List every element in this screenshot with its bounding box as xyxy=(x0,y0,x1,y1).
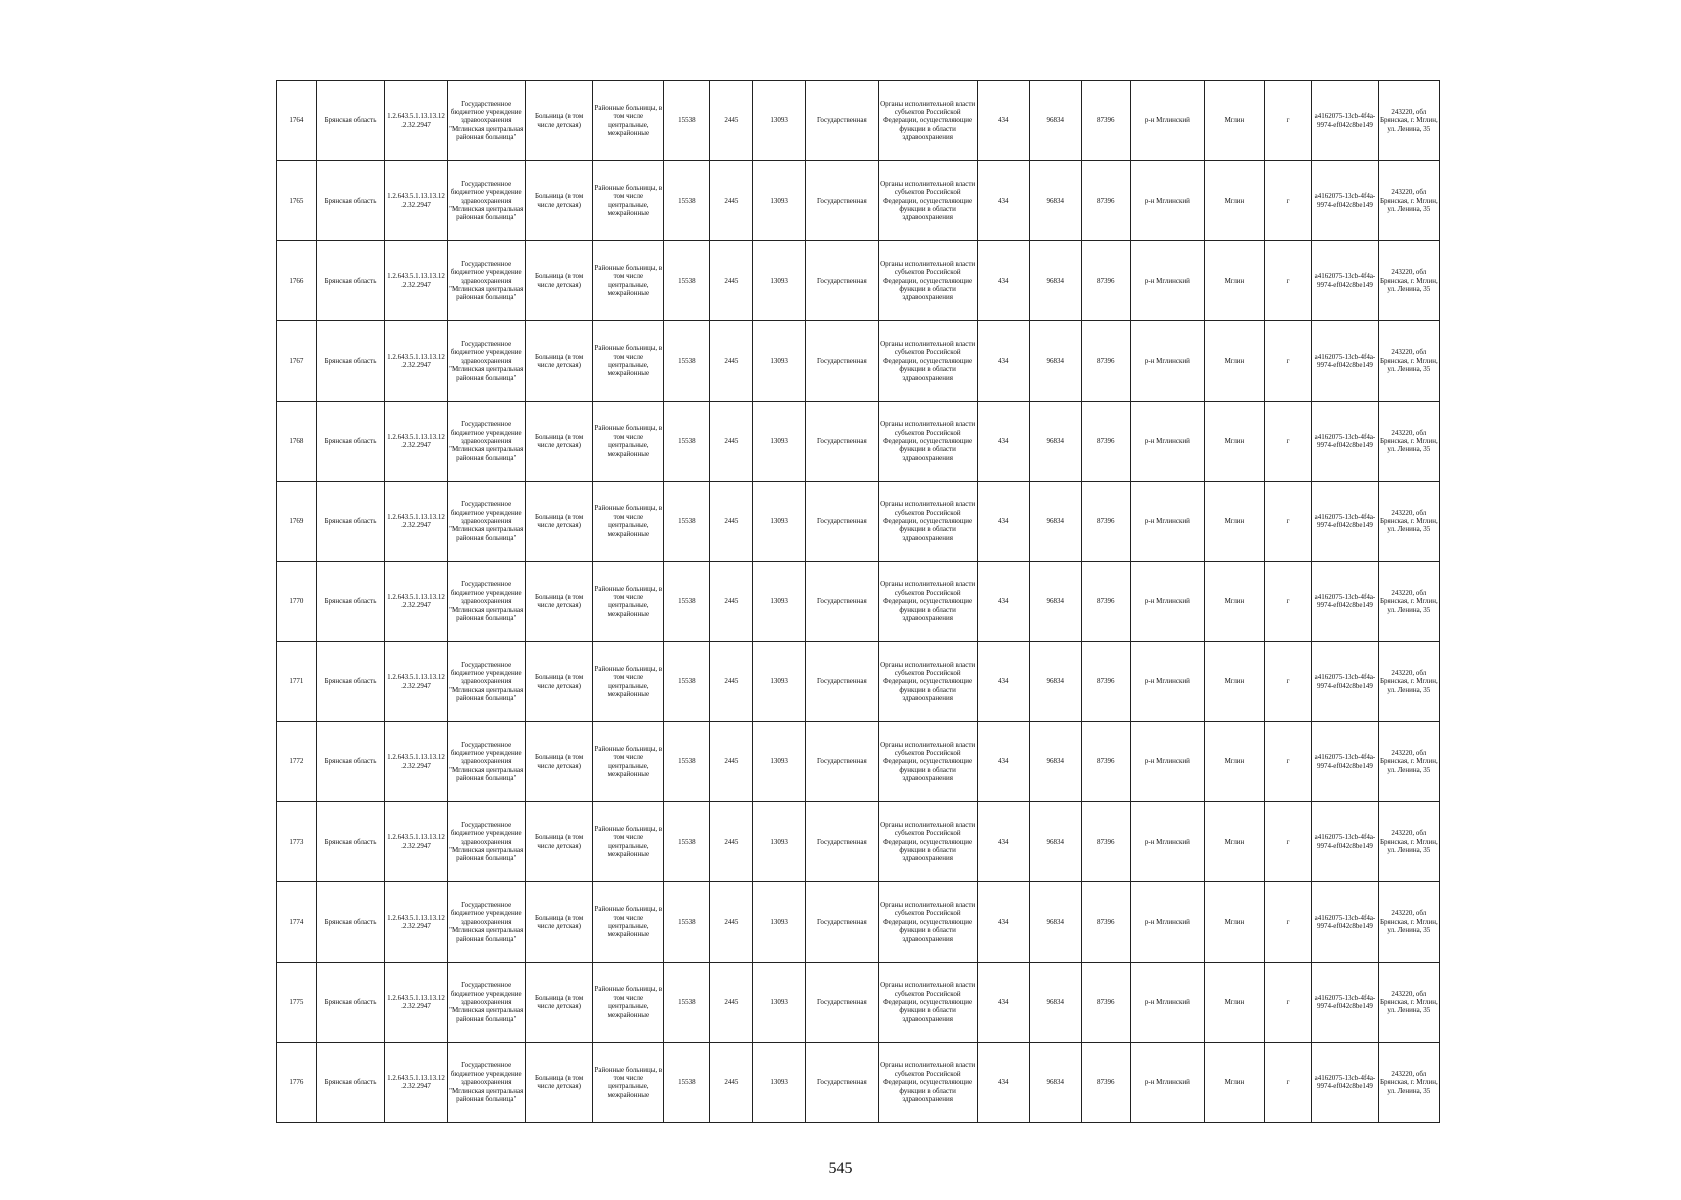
ownership-cell: Государственная xyxy=(805,241,878,321)
guid-cell: a4162075-13cb-4f4a-9974-ef042c8be149 xyxy=(1312,722,1379,802)
address-cell: 243220, обл Брянская, г. Мглин, ул. Ленина, 35 xyxy=(1378,81,1439,161)
table-row xyxy=(277,561,1440,641)
value-5-cell: 96834 xyxy=(1030,561,1081,641)
org-kind-cell: Районные больницы, в том числе центральные, межрайонные xyxy=(593,962,664,1042)
district-cell: р-н Мглинский xyxy=(1130,561,1204,641)
authority-cell: Органы исполнительной власти субъектов Российской Федерации, осуществляющие функции в области здравоохранения xyxy=(878,81,977,161)
org-name-cell: Государственное бюджетное учреждение здравоохранения "Мглинская центральная районная больница" xyxy=(447,481,525,561)
ownership-cell: Государственная xyxy=(805,802,878,882)
value-6-cell: 87396 xyxy=(1081,722,1130,802)
district-cell: р-н Мглинский xyxy=(1130,641,1204,721)
row-number: 1770 xyxy=(277,561,317,641)
authority-cell: Органы исполнительной власти субъектов Российской Федерации, осуществляющие функции в области здравоохранения xyxy=(878,641,977,721)
value-4-cell: 434 xyxy=(977,1042,1030,1122)
city-cell: Мглин xyxy=(1204,641,1264,721)
value-4-cell: 434 xyxy=(977,241,1030,321)
row-number: 1765 xyxy=(277,161,317,241)
value-5-cell: 96834 xyxy=(1030,641,1081,721)
authority-cell: Органы исполнительной власти субъектов Российской Федерации, осуществляющие функции в области здравоохранения xyxy=(878,321,977,401)
region-cell: Брянская область xyxy=(316,1042,385,1122)
ownership-cell: Государственная xyxy=(805,1042,878,1122)
guid-cell: a4162075-13cb-4f4a-9974-ef042c8be149 xyxy=(1312,241,1379,321)
value-6-cell: 87396 xyxy=(1081,561,1130,641)
city-cell: Мглин xyxy=(1204,962,1264,1042)
authority-cell: Органы исполнительной власти субъектов Российской Федерации, осуществляющие функции в области здравоохранения xyxy=(878,481,977,561)
region-cell: Брянская область xyxy=(316,161,385,241)
row-number: 1771 xyxy=(277,641,317,721)
org-kind-cell: Районные больницы, в том числе центральные, межрайонные xyxy=(593,481,664,561)
city-type-cell: г xyxy=(1264,481,1311,561)
address-cell: 243220, обл Брянская, г. Мглин, ул. Ленина, 35 xyxy=(1378,802,1439,882)
org-type-cell: Больница (в том числе детская) xyxy=(525,722,593,802)
address-cell: 243220, обл Брянская, г. Мглин, ул. Ленина, 35 xyxy=(1378,722,1439,802)
table-row xyxy=(277,882,1440,962)
org-name-cell: Государственное бюджетное учреждение здравоохранения "Мглинская центральная районная больница" xyxy=(447,321,525,401)
city-cell: Мглин xyxy=(1204,81,1264,161)
value-2-cell: 2445 xyxy=(710,481,753,561)
address-cell: 243220, обл Брянская, г. Мглин, ул. Ленина, 35 xyxy=(1378,321,1439,401)
value-5-cell: 96834 xyxy=(1030,161,1081,241)
district-cell: р-н Мглинский xyxy=(1130,481,1204,561)
org-type-cell: Больница (в том числе детская) xyxy=(525,241,593,321)
row-number: 1775 xyxy=(277,962,317,1042)
city-cell: Мглин xyxy=(1204,161,1264,241)
district-cell: р-н Мглинский xyxy=(1130,161,1204,241)
value-3-cell: 13093 xyxy=(753,321,806,401)
city-cell: Мглин xyxy=(1204,1042,1264,1122)
value-2-cell: 2445 xyxy=(710,641,753,721)
region-cell: Брянская область xyxy=(316,802,385,882)
district-cell: р-н Мглинский xyxy=(1130,962,1204,1042)
table-row xyxy=(277,722,1440,802)
city-cell: Мглин xyxy=(1204,481,1264,561)
value-3-cell: 13093 xyxy=(753,161,806,241)
value-6-cell: 87396 xyxy=(1081,1042,1130,1122)
code-cell: 1.2.643.5.1.13.13.12.2.32.2947 xyxy=(385,802,447,882)
value-3-cell: 13093 xyxy=(753,802,806,882)
city-cell: Мглин xyxy=(1204,401,1264,481)
ownership-cell: Государственная xyxy=(805,962,878,1042)
value-1-cell: 15538 xyxy=(664,962,710,1042)
region-cell: Брянская область xyxy=(316,401,385,481)
value-5-cell: 96834 xyxy=(1030,81,1081,161)
region-cell: Брянская область xyxy=(316,81,385,161)
city-cell: Мглин xyxy=(1204,882,1264,962)
city-type-cell: г xyxy=(1264,241,1311,321)
guid-cell: a4162075-13cb-4f4a-9974-ef042c8be149 xyxy=(1312,161,1379,241)
value-2-cell: 2445 xyxy=(710,241,753,321)
region-cell: Брянская область xyxy=(316,882,385,962)
value-4-cell: 434 xyxy=(977,882,1030,962)
org-name-cell: Государственное бюджетное учреждение здравоохранения "Мглинская центральная районная больница" xyxy=(447,962,525,1042)
address-cell: 243220, обл Брянская, г. Мглин, ул. Ленина, 35 xyxy=(1378,241,1439,321)
org-type-cell: Больница (в том числе детская) xyxy=(525,321,593,401)
city-type-cell: г xyxy=(1264,81,1311,161)
value-4-cell: 434 xyxy=(977,321,1030,401)
org-name-cell: Государственное бюджетное учреждение здравоохранения "Мглинская центральная районная больница" xyxy=(447,802,525,882)
value-1-cell: 15538 xyxy=(664,641,710,721)
city-cell: Мглин xyxy=(1204,241,1264,321)
value-6-cell: 87396 xyxy=(1081,962,1130,1042)
code-cell: 1.2.643.5.1.13.13.12.2.32.2947 xyxy=(385,1042,447,1122)
authority-cell: Органы исполнительной власти субъектов Российской Федерации, осуществляющие функции в области здравоохранения xyxy=(878,241,977,321)
city-cell: Мглин xyxy=(1204,802,1264,882)
value-1-cell: 15538 xyxy=(664,722,710,802)
value-1-cell: 15538 xyxy=(664,561,710,641)
value-2-cell: 2445 xyxy=(710,802,753,882)
guid-cell: a4162075-13cb-4f4a-9974-ef042c8be149 xyxy=(1312,481,1379,561)
value-5-cell: 96834 xyxy=(1030,882,1081,962)
value-2-cell: 2445 xyxy=(710,321,753,401)
table-row xyxy=(277,321,1440,401)
value-6-cell: 87396 xyxy=(1081,481,1130,561)
ownership-cell: Государственная xyxy=(805,321,878,401)
org-type-cell: Больница (в том числе детская) xyxy=(525,481,593,561)
city-cell: Мглин xyxy=(1204,321,1264,401)
row-number: 1767 xyxy=(277,321,317,401)
value-2-cell: 2445 xyxy=(710,161,753,241)
authority-cell: Органы исполнительной власти субъектов Российской Федерации, осуществляющие функции в области здравоохранения xyxy=(878,802,977,882)
ownership-cell: Государственная xyxy=(805,161,878,241)
table-row xyxy=(277,802,1440,882)
value-5-cell: 96834 xyxy=(1030,722,1081,802)
table-row xyxy=(277,641,1440,721)
value-5-cell: 96834 xyxy=(1030,321,1081,401)
org-kind-cell: Районные больницы, в том числе центральные, межрайонные xyxy=(593,641,664,721)
value-5-cell: 96834 xyxy=(1030,481,1081,561)
org-kind-cell: Районные больницы, в том числе центральные, межрайонные xyxy=(593,321,664,401)
city-type-cell: г xyxy=(1264,641,1311,721)
row-number: 1769 xyxy=(277,481,317,561)
value-4-cell: 434 xyxy=(977,81,1030,161)
district-cell: р-н Мглинский xyxy=(1130,802,1204,882)
code-cell: 1.2.643.5.1.13.13.12.2.32.2947 xyxy=(385,481,447,561)
value-2-cell: 2445 xyxy=(710,81,753,161)
guid-cell: a4162075-13cb-4f4a-9974-ef042c8be149 xyxy=(1312,321,1379,401)
address-cell: 243220, обл Брянская, г. Мглин, ул. Ленина, 35 xyxy=(1378,882,1439,962)
registry-rows xyxy=(277,81,1440,1123)
address-cell: 243220, обл Брянская, г. Мглин, ул. Ленина, 35 xyxy=(1378,1042,1439,1122)
org-kind-cell: Районные больницы, в том числе центральные, межрайонные xyxy=(593,241,664,321)
code-cell: 1.2.643.5.1.13.13.12.2.32.2947 xyxy=(385,722,447,802)
ownership-cell: Государственная xyxy=(805,641,878,721)
org-name-cell: Государственное бюджетное учреждение здравоохранения "Мглинская центральная районная больница" xyxy=(447,1042,525,1122)
city-type-cell: г xyxy=(1264,401,1311,481)
guid-cell: a4162075-13cb-4f4a-9974-ef042c8be149 xyxy=(1312,802,1379,882)
authority-cell: Органы исполнительной власти субъектов Российской Федерации, осуществляющие функции в области здравоохранения xyxy=(878,722,977,802)
value-4-cell: 434 xyxy=(977,641,1030,721)
city-type-cell: г xyxy=(1264,1042,1311,1122)
value-4-cell: 434 xyxy=(977,802,1030,882)
value-3-cell: 13093 xyxy=(753,1042,806,1122)
value-3-cell: 13093 xyxy=(753,241,806,321)
address-cell: 243220, обл Брянская, г. Мглин, ул. Ленина, 35 xyxy=(1378,481,1439,561)
org-type-cell: Больница (в том числе детская) xyxy=(525,962,593,1042)
org-kind-cell: Районные больницы, в том числе центральные, межрайонные xyxy=(593,802,664,882)
row-number: 1773 xyxy=(277,802,317,882)
value-6-cell: 87396 xyxy=(1081,81,1130,161)
table-row xyxy=(277,241,1440,321)
value-5-cell: 96834 xyxy=(1030,401,1081,481)
region-cell: Брянская область xyxy=(316,241,385,321)
value-4-cell: 434 xyxy=(977,161,1030,241)
guid-cell: a4162075-13cb-4f4a-9974-ef042c8be149 xyxy=(1312,962,1379,1042)
table-row xyxy=(277,81,1440,161)
org-type-cell: Больница (в том числе детская) xyxy=(525,401,593,481)
org-kind-cell: Районные больницы, в том числе центральные, межрайонные xyxy=(593,882,664,962)
city-type-cell: г xyxy=(1264,161,1311,241)
row-number: 1772 xyxy=(277,722,317,802)
org-name-cell: Государственное бюджетное учреждение здравоохранения "Мглинская центральная районная больница" xyxy=(447,722,525,802)
page-number: 545 xyxy=(828,1160,853,1177)
value-1-cell: 15538 xyxy=(664,161,710,241)
value-5-cell: 96834 xyxy=(1030,1042,1081,1122)
guid-cell: a4162075-13cb-4f4a-9974-ef042c8be149 xyxy=(1312,561,1379,641)
value-6-cell: 87396 xyxy=(1081,241,1130,321)
authority-cell: Органы исполнительной власти субъектов Российской Федерации, осуществляющие функции в области здравоохранения xyxy=(878,962,977,1042)
code-cell: 1.2.643.5.1.13.13.12.2.32.2947 xyxy=(385,882,447,962)
region-cell: Брянская область xyxy=(316,561,385,641)
org-name-cell: Государственное бюджетное учреждение здравоохранения "Мглинская центральная районная больница" xyxy=(447,641,525,721)
org-name-cell: Государственное бюджетное учреждение здравоохранения "Мглинская центральная районная больница" xyxy=(447,241,525,321)
ownership-cell: Государственная xyxy=(805,882,878,962)
ownership-cell: Государственная xyxy=(805,401,878,481)
org-name-cell: Государственное бюджетное учреждение здравоохранения "Мглинская центральная районная больница" xyxy=(447,81,525,161)
district-cell: р-н Мглинский xyxy=(1130,722,1204,802)
value-2-cell: 2445 xyxy=(710,722,753,802)
org-type-cell: Больница (в том числе детская) xyxy=(525,882,593,962)
code-cell: 1.2.643.5.1.13.13.12.2.32.2947 xyxy=(385,161,447,241)
org-name-cell: Государственное бюджетное учреждение здравоохранения "Мглинская центральная районная больница" xyxy=(447,161,525,241)
city-type-cell: г xyxy=(1264,561,1311,641)
guid-cell: a4162075-13cb-4f4a-9974-ef042c8be149 xyxy=(1312,1042,1379,1122)
value-3-cell: 13093 xyxy=(753,882,806,962)
city-type-cell: г xyxy=(1264,802,1311,882)
address-cell: 243220, обл Брянская, г. Мглин, ул. Ленина, 35 xyxy=(1378,561,1439,641)
value-6-cell: 87396 xyxy=(1081,401,1130,481)
ownership-cell: Государственная xyxy=(805,561,878,641)
code-cell: 1.2.643.5.1.13.13.12.2.32.2947 xyxy=(385,321,447,401)
value-5-cell: 96834 xyxy=(1030,962,1081,1042)
city-type-cell: г xyxy=(1264,962,1311,1042)
region-cell: Брянская область xyxy=(316,962,385,1042)
value-3-cell: 13093 xyxy=(753,962,806,1042)
value-3-cell: 13093 xyxy=(753,481,806,561)
org-kind-cell: Районные больницы, в том числе центральные, межрайонные xyxy=(593,722,664,802)
value-2-cell: 2445 xyxy=(710,962,753,1042)
city-cell: Мглин xyxy=(1204,722,1264,802)
table-row xyxy=(277,401,1440,481)
org-type-cell: Больница (в том числе детская) xyxy=(525,641,593,721)
guid-cell: a4162075-13cb-4f4a-9974-ef042c8be149 xyxy=(1312,81,1379,161)
value-1-cell: 15538 xyxy=(664,481,710,561)
value-4-cell: 434 xyxy=(977,962,1030,1042)
org-name-cell: Государственное бюджетное учреждение здравоохранения "Мглинская центральная районная больница" xyxy=(447,401,525,481)
value-1-cell: 15538 xyxy=(664,241,710,321)
value-3-cell: 13093 xyxy=(753,641,806,721)
org-name-cell: Государственное бюджетное учреждение здравоохранения "Мглинская центральная районная больница" xyxy=(447,561,525,641)
city-type-cell: г xyxy=(1264,321,1311,401)
region-cell: Брянская область xyxy=(316,321,385,401)
ownership-cell: Государственная xyxy=(805,481,878,561)
value-5-cell: 96834 xyxy=(1030,241,1081,321)
value-2-cell: 2445 xyxy=(710,1042,753,1122)
value-6-cell: 87396 xyxy=(1081,882,1130,962)
value-2-cell: 2445 xyxy=(710,401,753,481)
code-cell: 1.2.643.5.1.13.13.12.2.32.2947 xyxy=(385,641,447,721)
authority-cell: Органы исполнительной власти субъектов Российской Федерации, осуществляющие функции в области здравоохранения xyxy=(878,161,977,241)
row-number: 1768 xyxy=(277,401,317,481)
value-6-cell: 87396 xyxy=(1081,161,1130,241)
district-cell: р-н Мглинский xyxy=(1130,1042,1204,1122)
city-type-cell: г xyxy=(1264,882,1311,962)
guid-cell: a4162075-13cb-4f4a-9974-ef042c8be149 xyxy=(1312,401,1379,481)
authority-cell: Органы исполнительной власти субъектов Российской Федерации, осуществляющие функции в области здравоохранения xyxy=(878,882,977,962)
row-number: 1776 xyxy=(277,1042,317,1122)
org-name-cell: Государственное бюджетное учреждение здравоохранения "Мглинская центральная районная больница" xyxy=(447,882,525,962)
authority-cell: Органы исполнительной власти субъектов Российской Федерации, осуществляющие функции в области здравоохранения xyxy=(878,1042,977,1122)
org-type-cell: Больница (в том числе детская) xyxy=(525,161,593,241)
value-1-cell: 15538 xyxy=(664,321,710,401)
value-4-cell: 434 xyxy=(977,561,1030,641)
region-cell: Брянская область xyxy=(316,722,385,802)
row-number: 1774 xyxy=(277,882,317,962)
registry-sheet xyxy=(276,80,1440,1123)
value-3-cell: 13093 xyxy=(753,401,806,481)
district-cell: р-н Мглинский xyxy=(1130,241,1204,321)
org-type-cell: Больница (в том числе детская) xyxy=(525,81,593,161)
district-cell: р-н Мглинский xyxy=(1130,882,1204,962)
value-1-cell: 15538 xyxy=(664,882,710,962)
region-cell: Брянская область xyxy=(316,481,385,561)
value-6-cell: 87396 xyxy=(1081,321,1130,401)
table-row xyxy=(277,1042,1440,1122)
guid-cell: a4162075-13cb-4f4a-9974-ef042c8be149 xyxy=(1312,882,1379,962)
org-kind-cell: Районные больницы, в том числе центральные, межрайонные xyxy=(593,161,664,241)
org-kind-cell: Районные больницы, в том числе центральные, межрайонные xyxy=(593,81,664,161)
authority-cell: Органы исполнительной власти субъектов Российской Федерации, осуществляющие функции в области здравоохранения xyxy=(878,561,977,641)
value-5-cell: 96834 xyxy=(1030,802,1081,882)
value-3-cell: 13093 xyxy=(753,722,806,802)
code-cell: 1.2.643.5.1.13.13.12.2.32.2947 xyxy=(385,81,447,161)
district-cell: р-н Мглинский xyxy=(1130,401,1204,481)
table-row xyxy=(277,481,1440,561)
city-cell: Мглин xyxy=(1204,561,1264,641)
address-cell: 243220, обл Брянская, г. Мглин, ул. Ленина, 35 xyxy=(1378,641,1439,721)
org-type-cell: Больница (в том числе детская) xyxy=(525,561,593,641)
value-1-cell: 15538 xyxy=(664,81,710,161)
org-type-cell: Больница (в том числе детская) xyxy=(525,1042,593,1122)
value-1-cell: 15538 xyxy=(664,401,710,481)
value-1-cell: 15538 xyxy=(664,1042,710,1122)
authority-cell: Органы исполнительной власти субъектов Российской Федерации, осуществляющие функции в области здравоохранения xyxy=(878,401,977,481)
value-1-cell: 15538 xyxy=(664,802,710,882)
district-cell: р-н Мглинский xyxy=(1130,321,1204,401)
org-kind-cell: Районные больницы, в том числе центральные, межрайонные xyxy=(593,1042,664,1122)
value-4-cell: 434 xyxy=(977,401,1030,481)
row-number: 1766 xyxy=(277,241,317,321)
code-cell: 1.2.643.5.1.13.13.12.2.32.2947 xyxy=(385,561,447,641)
code-cell: 1.2.643.5.1.13.13.12.2.32.2947 xyxy=(385,401,447,481)
value-4-cell: 434 xyxy=(977,481,1030,561)
region-cell: Брянская область xyxy=(316,641,385,721)
ownership-cell: Государственная xyxy=(805,81,878,161)
value-6-cell: 87396 xyxy=(1081,641,1130,721)
code-cell: 1.2.643.5.1.13.13.12.2.32.2947 xyxy=(385,241,447,321)
value-4-cell: 434 xyxy=(977,722,1030,802)
district-cell: р-н Мглинский xyxy=(1130,81,1204,161)
table-row xyxy=(277,161,1440,241)
value-3-cell: 13093 xyxy=(753,81,806,161)
ownership-cell: Государственная xyxy=(805,722,878,802)
org-kind-cell: Районные больницы, в том числе центральные, межрайонные xyxy=(593,401,664,481)
guid-cell: a4162075-13cb-4f4a-9974-ef042c8be149 xyxy=(1312,641,1379,721)
table-row xyxy=(277,962,1440,1042)
value-6-cell: 87396 xyxy=(1081,802,1130,882)
row-number: 1764 xyxy=(277,81,317,161)
value-2-cell: 2445 xyxy=(710,561,753,641)
address-cell: 243220, обл Брянская, г. Мглин, ул. Ленина, 35 xyxy=(1378,401,1439,481)
address-cell: 243220, обл Брянская, г. Мглин, ул. Ленина, 35 xyxy=(1378,962,1439,1042)
org-type-cell: Больница (в том числе детская) xyxy=(525,802,593,882)
value-2-cell: 2445 xyxy=(710,882,753,962)
registry-table xyxy=(276,80,1440,1123)
city-type-cell: г xyxy=(1264,722,1311,802)
address-cell: 243220, обл Брянская, г. Мглин, ул. Ленина, 35 xyxy=(1378,161,1439,241)
value-3-cell: 13093 xyxy=(753,561,806,641)
code-cell: 1.2.643.5.1.13.13.12.2.32.2947 xyxy=(385,962,447,1042)
org-kind-cell: Районные больницы, в том числе центральные, межрайонные xyxy=(593,561,664,641)
